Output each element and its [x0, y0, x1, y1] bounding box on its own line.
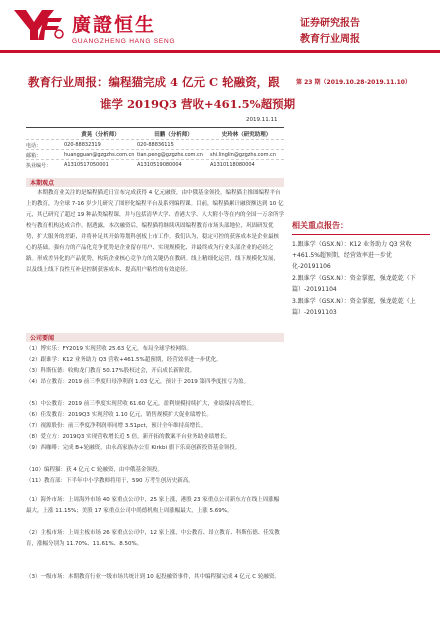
- analyst-license: A1310519080004: [137, 162, 182, 168]
- analyst-email[interactable]: huangguan@gzgzhs.com.cn: [64, 152, 135, 158]
- company-news-item: （3）科斯伍德：收购龙门教育 50.17%股权过会，开启成长新阶段。: [26, 368, 196, 374]
- company-news-item: （5）中公教育：2019 前三季度实现营收 61.60 亿元，盈利规模持续扩大，业绩保持高增长。: [26, 401, 257, 407]
- header-divider: [0, 50, 440, 53]
- analyst-phone: [210, 140, 283, 149]
- related-reports-rule: [292, 234, 430, 235]
- summary-section-title: 本期观点: [30, 180, 55, 187]
- related-report-link[interactable]: 1.跟谁学（GSX.N）：K12 业务助力 Q3 营收+461.5%超预期，经营效率进一步优化-20191106: [292, 241, 412, 270]
- market-item: （1）海外市场：上周海外市场 40 家重点公司中，25 家上涨，港股 23 家重点公司新东方在线上周涨幅最大，上涨 11.15%；美股 17 家重点公司中尚德机构上周涨幅最大，上涨 5.69%。: [26, 497, 280, 514]
- analyst-name: 黄晃（分析师）: [81, 132, 120, 138]
- company-news-item: （1）博实乐：FY2019 实现营收 25.63 亿元，布局全球学校网络。: [26, 346, 193, 352]
- analyst-license: A1310118080004: [210, 162, 255, 168]
- market-item: （2）主板市场：上周主板市场 26 家重点公司中，12 家上涨，中公教育、昂立教育、科斯伍德、佳发教育，涨幅分别为 11.70%、11.61%、8.50%。: [26, 530, 280, 547]
- company-news-item: （2）跟谁学：K12 业务助力 Q3 营收+461.5%超预期，经营效率进一步优化。: [26, 357, 222, 363]
- row-label: 电话：: [26, 143, 42, 149]
- analyst-license-row: [26, 159, 284, 169]
- report-type: 证券研究报告: [300, 18, 360, 29]
- market-item: （3）一级市场：本期教育行业一级市场共统计到 10 起投融资事件，其中编程猫完成 4 亿元 C 轮融资。: [26, 574, 280, 580]
- summary-section-bar: [26, 178, 284, 187]
- company-logo-text: [72, 10, 175, 45]
- analyst-names-row: [26, 128, 284, 139]
- company-news-item: （9）西咖啡：完成 B+轮融资，由永高家族办公室 Kirkbi 旗下乐高创新投资基金领投。: [26, 445, 241, 451]
- companies-section-title: 公司要闻: [30, 335, 55, 342]
- row-label: 邮箱：: [26, 153, 42, 159]
- company-news-item: （4）昂立教育：2019 前三季度归母净利润 1.03 亿元，预计于 2019 第四季度扭亏为盈。: [26, 379, 249, 385]
- related-report-link[interactable]: 3.跟谁学（GSX.N）：资金掌握，强龙乾乾（上篇）-20191103: [292, 298, 416, 316]
- row-label: 执业编号：: [26, 163, 52, 169]
- related-reports-panel: [292, 218, 430, 319]
- companies-section-bar: [26, 333, 284, 342]
- company-news-item: （8）爱立方：2019Q3 实现营收增长近 5 倍，新开拓的教案平台业务助业绩增长。: [26, 434, 231, 440]
- company-news-item: （11）教育部：下半年中小学教师将用于，590 万考生创历史新高。: [26, 478, 194, 484]
- company-news-item: （7）视源股份：前三季度净利润率同增 3.51pct，预计全年维持高增长。: [26, 423, 207, 429]
- report-title-line2: 谁学 2019Q3 营收+461.5%超预期: [100, 97, 296, 111]
- analyst-email[interactable]: shi.linglin@gzgzhs.com.cn: [210, 152, 276, 158]
- company-name-cn: 廣證恒生: [72, 14, 157, 36]
- report-date: 2019.11.11: [246, 117, 278, 123]
- analyst-name: 田鹏（分析师）: [154, 132, 193, 138]
- issue-number: 第 23 期（2019.10.28-2019.11.10）: [296, 79, 411, 86]
- company-name-en: GUANGZHENG HANG SENG: [72, 38, 176, 45]
- analyst-table: [26, 127, 284, 169]
- analyst-license: A1310517050001: [64, 162, 109, 168]
- report-title-line1: 教育行业周报：编程猫完成 4 亿元 C 轮融资，跟: [28, 75, 280, 89]
- analyst-name: 史玲林（研究助理）: [221, 132, 272, 138]
- analyst-phone: 020-88832319: [64, 142, 101, 148]
- report-subtype: 教育行业周报: [300, 34, 360, 45]
- analyst-phone: 020-88836115: [137, 142, 174, 148]
- related-reports-title: 相关重点报告：: [292, 221, 348, 230]
- company-news-item: （10）编程猫：获 4 亿元 C 轮融资，由中俄基金领投。: [26, 467, 163, 473]
- summary-paragraph: 本期教育业关注的是编程猫近日宣布完成获得 4 亿元融资，由中俄基金领投。编程猫主推图编程平台上的教育，为全球 7-16 岁少儿研究了图形化编程平台及系列编程课。目前，编程猫累计融资额达到 10 亿元，其已研究了超过 19 种品类编程课，并与包括清华大学、香港大学、人大附小等在内的全国一万余所学校与教育机构达成合作。据透露，本次融资后，编程猫将继续巩固编程教育市场头部地位，巩固研发优势，扩大服务的差距，并将补足其开始筹划科创板上市工作。我们认为，稳定可控的获客成本是企业最核心的基础。强有力的产品化竞争优势是企业留存用户、实现规模化、并最终成为行业头部企业的必经之路。形成差异化的产品优势，构筑企业核心竞争力的关键仍在教研。线上精细化运营，线下规模化发展，以及线上线下良性互补是控制获客成本、提高用户粘性的有效途径。: [26, 190, 284, 273]
- related-report-link[interactable]: 2.跟谁学（GSX.N）：资金掌握，强龙乾乾（下篇）-20191104: [292, 275, 416, 293]
- analyst-email[interactable]: tian.peng@gzgzhs.com.cn: [137, 152, 203, 158]
- analyst-email-row: [26, 149, 284, 159]
- report-header: [0, 0, 440, 58]
- analyst-phone-row: [26, 139, 284, 149]
- company-news-item: （6）佳发教育：2019Q3 实现营收 1.10 亿元，销售规模扩大促业绩增长。: [26, 412, 212, 418]
- company-logo-icon: [14, 10, 64, 40]
